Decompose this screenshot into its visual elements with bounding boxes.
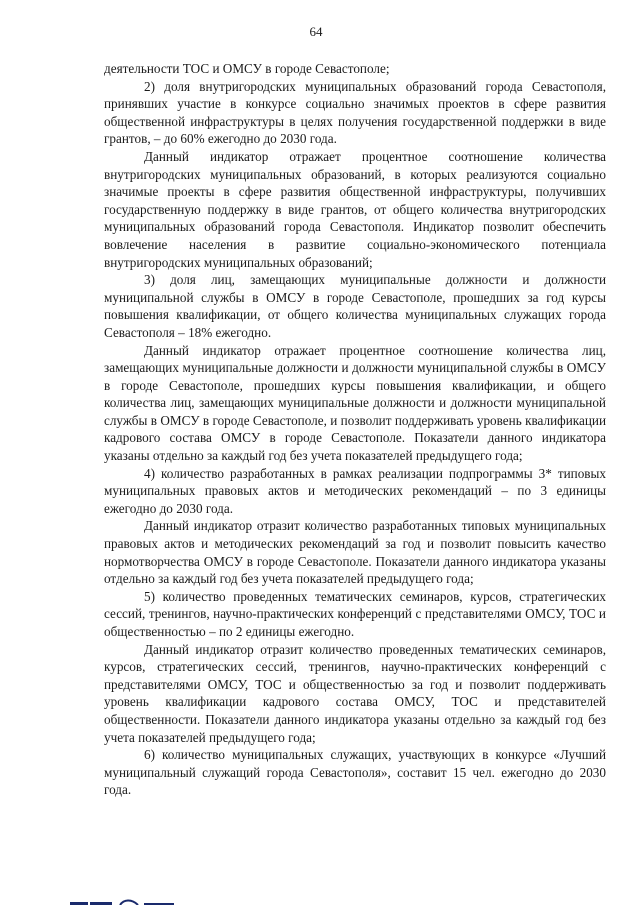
paragraph-indicator-3-description: Данный индикатор отражает процентное соотношение количества лиц, замещающих муниципальные должности и должности муниципальной службы в ОМСУ в городе Севастополе, прошедших курсы повышения квалификации, и общего количества лиц, замещающих муниципальные должности и должности муниципальной службы в ОМСУ в городе Севастополе, и позволит поддерживать уровень квалификации кадрового состава ОМСУ в городе Севастополе. Показатели данного индикатора указаны отдельно за каждый год без учета показателей предыдущего года; [104, 342, 606, 464]
paragraph-indicator-5: 5) количество проведенных тематических семинаров, курсов, стратегических сессий, тренингов, научно-практических конференций с представителями ОМСУ, ТОС и общественностью – по 2 единицы ежегодно. [104, 588, 606, 639]
paragraph-indicator-5-description: Данный индикатор отразит количество проведенных тематических семинаров, курсов, стратегических сессий, тренингов, научно-практических конференций с представителями ОМСУ, ТОС и общественностью за год и позволит поддерживать уровень квалификации кадрового состава ОМСУ, ТОС и представителей общественности. Показатели данного индикатора указаны отдельно за каждый год без учета показателей предыдущего года; [104, 641, 606, 745]
paragraph-indicator-2: 2) доля внутригородских муниципальных образований города Севастополя, принявших участие в конкурсе социально значимых проектов в сфере развития общественной инфраструктуры в целях получения государственной поддержки в виде грантов, – до 60% ежегодно до 2030 года. [104, 78, 606, 147]
paragraph-indicator-4-description: Данный индикатор отразит количество разработанных типовых муниципальных правовых актов и методических рекомендаций за год и позволит повысить качество нормотворчества ОМСУ в городе Севастополе. Показатели данного индикатора указаны отдельно за каждый год без учета показателей предыдущего года; [104, 518, 606, 587]
paragraph-indicator-6: 6) количество муниципальных служащих, участвующих в конкурсе «Лучший муниципальный служащий города Севастополя», составит 15 чел. ежегодно до 2030 года. [104, 747, 606, 798]
paragraph-continuation: деятельности ТОС и ОМСУ в городе Севастополе; [104, 61, 390, 76]
paragraph-indicator-2-description: Данный индикатор отражает процентное соотношение количества внутригородских муниципальных образований, в которых реализуются социально значимые проекты в сфере развития общественной инфраструктуры, получивших государственную поддержку в виде грантов, от общего количества внутригородских муниципальных образований города Севастополя. Индикатор позволит обеспечить вовлечение населения в развитие социально-экономического потенциала внутригородских муниципальных образований; [104, 148, 606, 270]
paragraph-indicator-4: 4) количество разработанных в рамках реализации подпрограммы 3* типовых муниципальных правовых актов и методических рекомендаций – по 3 единицы ежегодно до 2030 года. [104, 465, 606, 516]
document-body [104, 60, 606, 799]
page-number: 64 [309, 24, 323, 39]
scan-edge-mark [68, 893, 188, 905]
paragraph-indicator-3: 3) доля лиц, замещающих муниципальные должности и должности муниципальной службы в ОМСУ в городе Севастополе, прошедших за год курсы повышения квалификации, от общего количества муниципальных служащих города Севастополя – 18% ежегодно. [104, 272, 606, 340]
